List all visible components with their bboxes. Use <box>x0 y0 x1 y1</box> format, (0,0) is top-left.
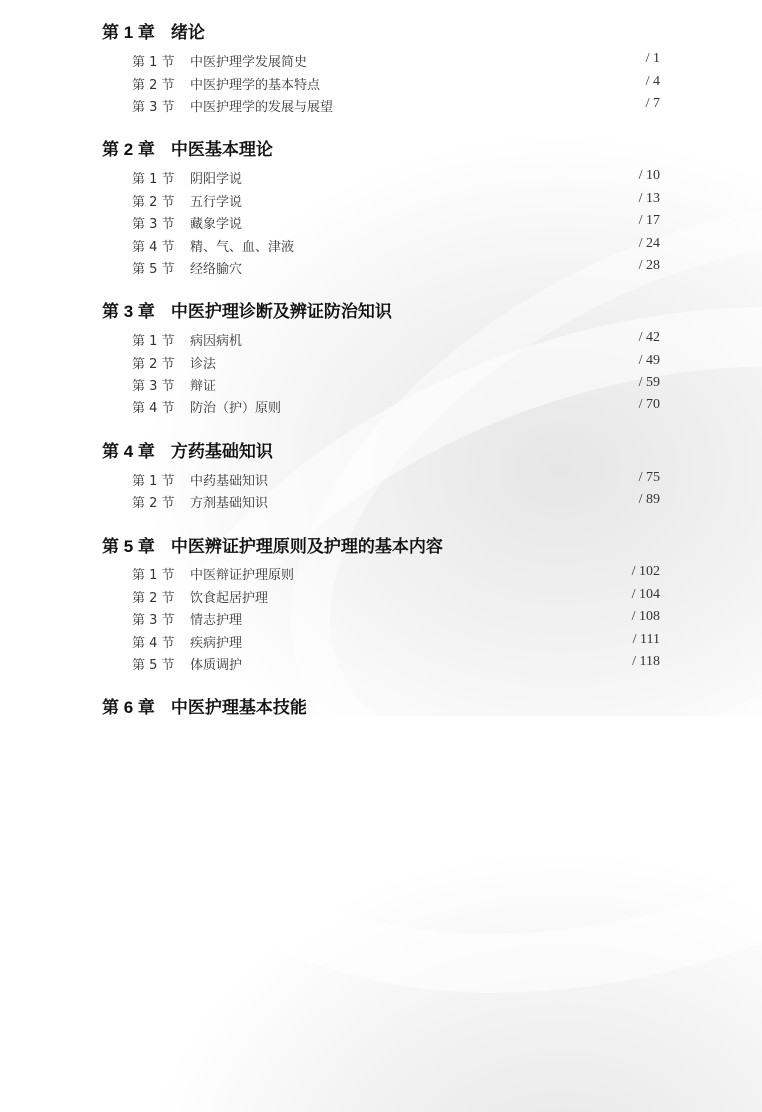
page-number: / 24 <box>638 236 660 251</box>
page-number: / 49 <box>638 353 660 368</box>
chapter-title: 中医护理诊断及辨证防治知识 <box>170 302 392 321</box>
page-number: / 118 <box>632 654 660 669</box>
section-title: 五行学说 <box>190 195 243 210</box>
section-title: 中医护理学发展简史 <box>190 55 308 70</box>
chapter-label: 第 6 章 <box>102 698 155 717</box>
chapter-heading <box>102 135 273 160</box>
section-number: 第 2 节 <box>132 591 175 606</box>
section-number: 第 4 节 <box>132 240 175 255</box>
chapter-heading <box>102 693 307 718</box>
section-title: 中医辩证护理原则 <box>190 568 295 583</box>
chapter-title: 中医辨证护理原则及护理的基本内容 <box>170 537 443 556</box>
section-number: 第 2 节 <box>132 195 175 210</box>
chapter-heading <box>102 532 443 557</box>
chapter-label: 第 5 章 <box>102 537 155 556</box>
page-number: / 42 <box>638 330 660 345</box>
section-title: 体质调护 <box>190 658 243 673</box>
section-number: 第 1 节 <box>132 172 175 187</box>
toc-entry[interactable] <box>132 654 660 674</box>
section-number: 第 1 节 <box>132 55 175 70</box>
section-number: 第 1 节 <box>132 568 175 583</box>
toc-entry[interactable] <box>132 492 660 512</box>
page-number: / 1 <box>645 51 660 66</box>
toc-entry[interactable] <box>132 191 660 211</box>
section-title: 藏象学说 <box>190 217 243 232</box>
chapter-heading <box>102 437 273 462</box>
section-number: 第 1 节 <box>132 474 175 489</box>
section-number: 第 2 节 <box>132 496 175 511</box>
page-number: / 104 <box>631 587 660 602</box>
chapter-heading <box>102 18 205 43</box>
section-number: 第 3 节 <box>132 613 175 628</box>
toc-entry[interactable] <box>132 236 660 256</box>
section-title: 病因病机 <box>190 334 243 349</box>
section-title: 精、气、血、津液 <box>190 240 295 255</box>
toc-entry[interactable] <box>132 564 660 584</box>
page-number: / 7 <box>645 96 660 111</box>
chapter-heading <box>102 297 392 322</box>
page-number: / 108 <box>631 609 660 624</box>
section-title: 诊法 <box>190 357 217 372</box>
toc-entry[interactable] <box>132 74 660 94</box>
toc-entry[interactable] <box>132 609 660 629</box>
section-title: 方剂基础知识 <box>190 496 269 511</box>
page-number: / 75 <box>638 470 660 485</box>
chapter-title: 中医基本理论 <box>170 140 273 159</box>
toc-entry[interactable] <box>132 213 660 233</box>
section-number: 第 3 节 <box>132 100 175 115</box>
page-number: / 28 <box>638 258 660 273</box>
section-title: 情志护理 <box>190 613 243 628</box>
section-title: 中医护理学的基本特点 <box>190 78 321 93</box>
section-number: 第 5 节 <box>132 658 175 673</box>
chapter-title: 中医护理基本技能 <box>170 698 307 717</box>
chapter-title: 绪论 <box>170 23 205 42</box>
page-number: / 59 <box>638 375 660 390</box>
section-number: 第 3 节 <box>132 217 175 232</box>
section-title: 辩证 <box>190 379 217 394</box>
toc-entry[interactable] <box>132 330 660 350</box>
chapter-title: 方药基础知识 <box>170 442 273 461</box>
section-title: 饮食起居护理 <box>190 591 269 606</box>
toc-entry[interactable] <box>132 632 660 652</box>
section-number: 第 5 节 <box>132 262 175 277</box>
page-number: / 17 <box>638 213 660 228</box>
section-title: 防治（护）原则 <box>190 401 282 416</box>
toc-entry[interactable] <box>132 397 660 417</box>
section-title: 阴阳学说 <box>190 172 243 187</box>
toc-entry[interactable] <box>132 353 660 373</box>
toc-entry[interactable] <box>132 375 660 395</box>
section-title: 中药基础知识 <box>190 474 269 489</box>
toc-entry[interactable] <box>132 587 660 607</box>
toc-entry[interactable] <box>132 168 660 188</box>
section-number: 第 4 节 <box>132 401 175 416</box>
page-number: / 4 <box>645 74 660 89</box>
toc-entry[interactable] <box>132 96 660 116</box>
section-number: 第 3 节 <box>132 379 175 394</box>
page-number: / 70 <box>638 397 660 412</box>
section-number: 第 1 节 <box>132 334 175 349</box>
section-title: 经络腧穴 <box>190 262 243 277</box>
page-number: / 89 <box>638 492 660 507</box>
section-number: 第 2 节 <box>132 357 175 372</box>
chapter-label: 第 2 章 <box>102 140 155 159</box>
chapter-label: 第 3 章 <box>102 302 155 321</box>
page-number: / 10 <box>638 168 660 183</box>
chapter-label: 第 4 章 <box>102 442 155 461</box>
chapter-label: 第 1 章 <box>102 23 155 42</box>
page-number: / 111 <box>632 632 660 647</box>
section-number: 第 4 节 <box>132 636 175 651</box>
section-title: 疾病护理 <box>190 636 243 651</box>
section-number: 第 2 节 <box>132 78 175 93</box>
toc-entry[interactable] <box>132 258 660 278</box>
page-number: / 102 <box>631 564 660 579</box>
section-title: 中医护理学的发展与展望 <box>190 100 334 115</box>
toc-entry[interactable] <box>132 470 660 490</box>
page-number: / 13 <box>638 191 660 206</box>
toc-entry[interactable] <box>132 51 660 71</box>
